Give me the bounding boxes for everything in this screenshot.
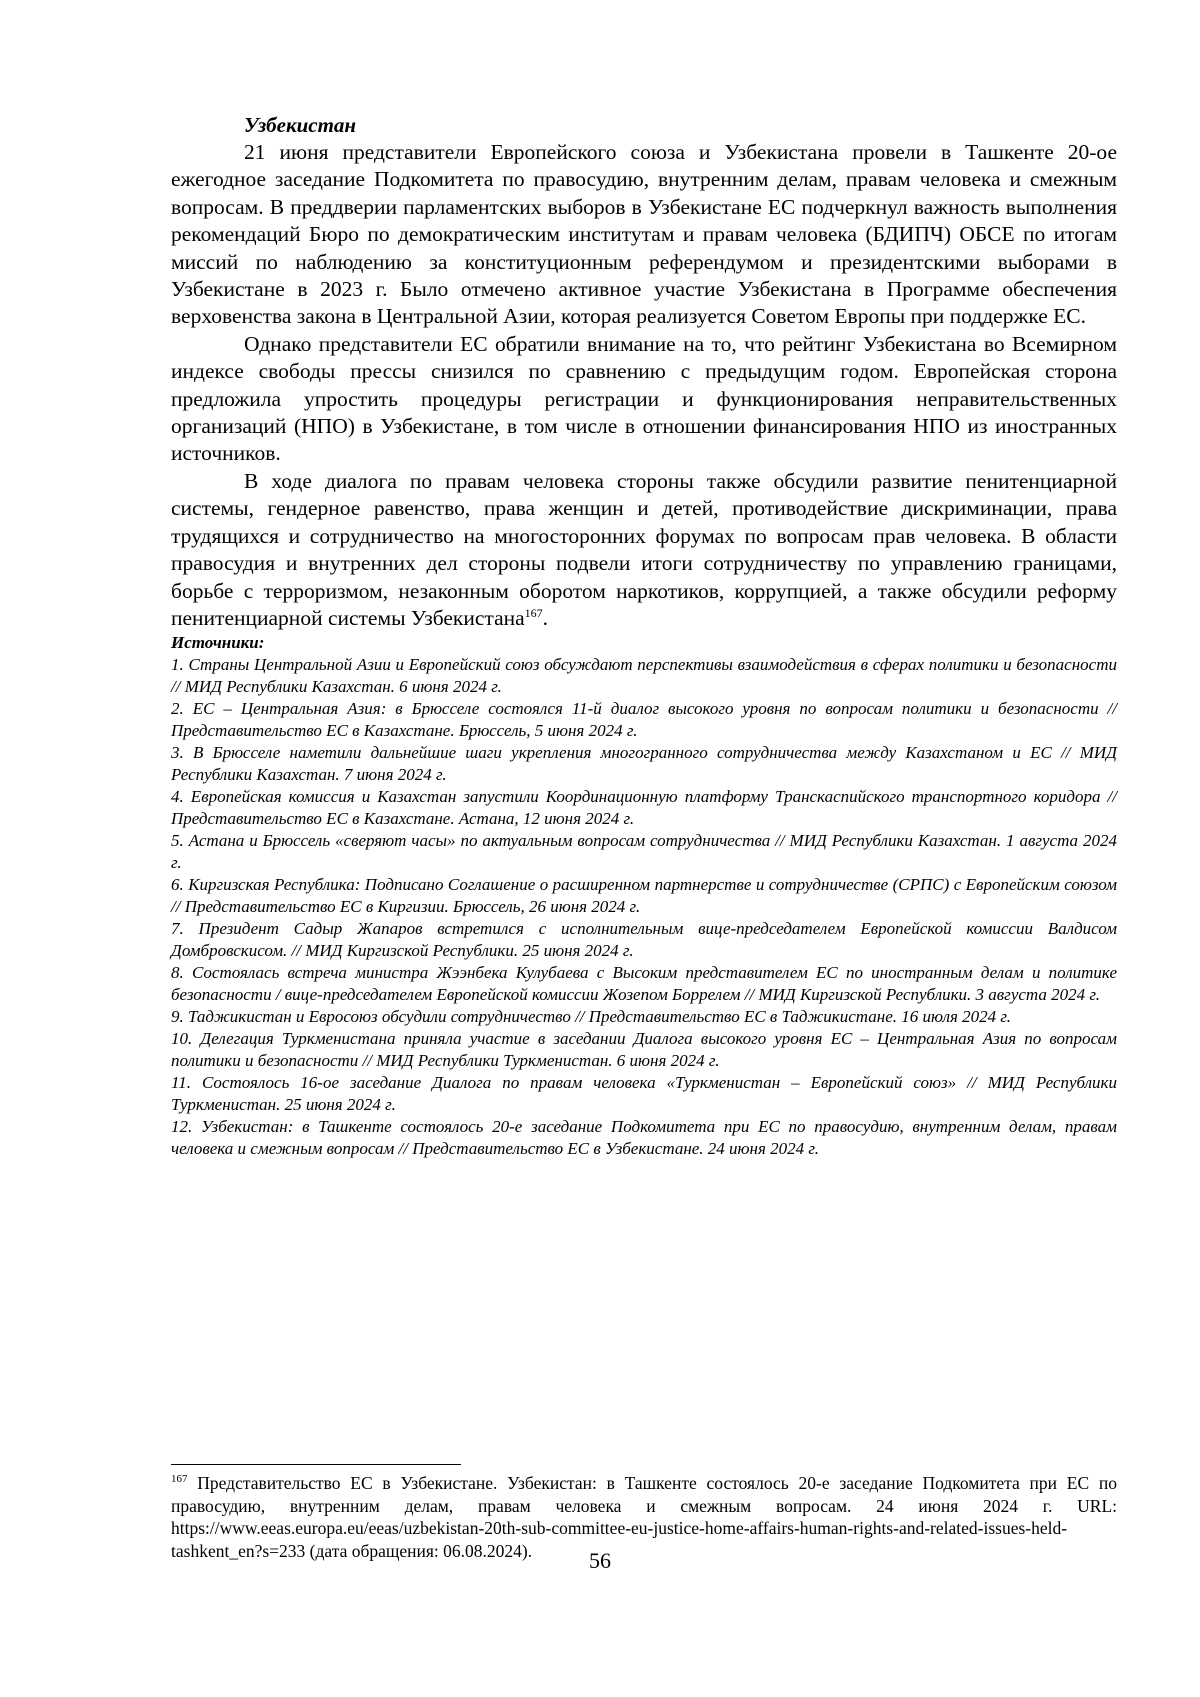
section-heading: Узбекистан xyxy=(244,113,357,137)
source-item: 5. Астана и Брюссель «сверяют часы» по актуальным вопросам сотрудничества // МИД Республики Казахстан. 1 августа 2024 г. xyxy=(171,831,1117,873)
source-item: 3. В Брюсселе наметили дальнейшие шаги укрепления многогранного сотрудничества между Казахстаном и ЕС // МИД Республики Казахстан. 7 июня 2024 г. xyxy=(171,743,1117,785)
sources-title: Источники: xyxy=(171,633,265,653)
paragraph-2: Однако представители ЕС обратили внимание на то, что рейтинг Узбекистана во Всемирном индексе свободы прессы снизился по сравнению с предыдущим годом. Европейская сторона предложила упростить процедуры регистрации и функционирования неправительственных организаций (НПО) в Узбекистане, в том числе в отношении финансирования НПО из иностранных источников. xyxy=(171,331,1117,466)
paragraph-3-text: В ходе диалога по правам человека стороны также обсудили развитие пенитенциарной системы, гендерное равенство, права женщин и детей, противодействие дискриминации, права трудящихся и сотрудничество на многосторонних форумах по вопросам прав человека. В области правосудия и внутренних дел стороны подвели итоги сотрудничеству по управлению границами, борьбе с терроризмом, незаконным оборотом наркотиков, коррупцией, а также обсудили реформу пенитенциарной системы Узбекистана xyxy=(171,468,1117,630)
paragraph-3-end: . xyxy=(542,605,549,630)
paragraph-1: 21 июня представители Европейского союза и Узбекистана провели в Ташкенте 20-ое ежегодное заседание Подкомитета по правосудию, внутренним делам, правам человека и смежным вопросам. В преддверии парламентских выборов в Узбекистане ЕС подчеркнул важность выполнения рекомендаций Бюро по демократическим институтам и правам человека (БДИПЧ) ОБСЕ по итогам миссий по наблюдению за конституционным референдумом и президентскими выборами в Узбекистане в 2023 г. Было отмечено активное участие Узбекистана в Программе обеспечения верховенства закона в Центральной Азии, которая реализуется Советом Европы при поддержке ЕС. xyxy=(171,140,1117,329)
source-item: 8. Состоялась встреча министра Жээнбека Кулубаева с Высоким представителем ЕС по иностранным делам и политике безопасности / вице-председателем Европейской комиссии Жозепом Боррелем // МИД Киргизской Республики. 3 августа 2024 г. xyxy=(171,963,1117,1005)
source-item: 9. Таджикистан и Евросоюз обсудили сотрудничество // Представительство ЕС в Таджикистане. 16 июля 2024 г. xyxy=(171,1007,1012,1027)
source-item: 10. Делегация Туркменистана приняла участие в заседании Диалога высокого уровня ЕС – Центральная Азия по вопросам политики и безопасности // МИД Республики Туркменистан. 6 июня 2024 г. xyxy=(171,1029,1117,1071)
source-item: 4. Европейская комиссия и Казахстан запустили Координационную платформу Транскаспийского транспортного коридора // Представительство ЕС в Казахстане. Астана, 12 июня 2024 г. xyxy=(171,787,1117,829)
source-item: 7. Президент Садыр Жапаров встретился с исполнительным вице-председателем Европейской комиссии Валдисом Домбровскисом. // МИД Киргизской Республики. 25 июня 2024 г. xyxy=(171,919,1117,961)
footnote-separator xyxy=(171,1464,461,1465)
footnote-text: Представительство ЕС в Узбекистане. Узбекистан: в Ташкенте состоялось 20-е заседание Подкомитета при ЕС по правосудию, внутренним делам, правам человека и смежным вопросам. 24 июня 2024 г. URL: https://www.eeas.europa.eu/eeas/uzbekistan-20th-sub-committee-eu-justice-home-affairs-human-rights-and-related-issues-held-tashkent_en?s=233 (дата обращения: 06.08.2024). xyxy=(171,1473,1117,1561)
source-item: 6. Киргизская Республика: Подписано Соглашение о расширенном партнерстве и сотрудничестве (СРПС) с Европейским союзом // Представительство ЕС в Киргизии. Брюссель, 26 июня 2024 г. xyxy=(171,875,1117,917)
source-item: 12. Узбекистан: в Ташкенте состоялось 20-е заседание Подкомитета при ЕС по правосудию, внутренним делам, правам человека и смежным вопросам // Представительство ЕС в Узбекистане. 24 июня 2024 г. xyxy=(171,1117,1117,1159)
source-item: 2. ЕС – Центральная Азия: в Брюсселе состоялся 11-й диалог высокого уровня по вопросам политики и безопасности // Представительство ЕС в Казахстане. Брюссель, 5 июня 2024 г. xyxy=(171,699,1117,741)
page-body xyxy=(171,112,1117,1160)
page-number: 56 xyxy=(589,1548,611,1573)
footnote-reference[interactable]: 167 xyxy=(524,605,543,620)
sources-list xyxy=(171,654,1117,1160)
paragraph-3 xyxy=(171,468,1117,632)
source-item: 1. Страны Центральной Азии и Европейский союз обсуждают перспективы взаимодействия в сферах политики и безопасности // МИД Республики Казахстан. 6 июня 2024 г. xyxy=(171,655,1117,697)
source-item: 11. Состоялось 16-ое заседание Диалога по правам человека «Туркменистан – Европейский союз» // МИД Республики Туркменистан. 25 июня 2024 г. xyxy=(171,1073,1117,1115)
footnote-number: 167 xyxy=(171,1473,188,1486)
